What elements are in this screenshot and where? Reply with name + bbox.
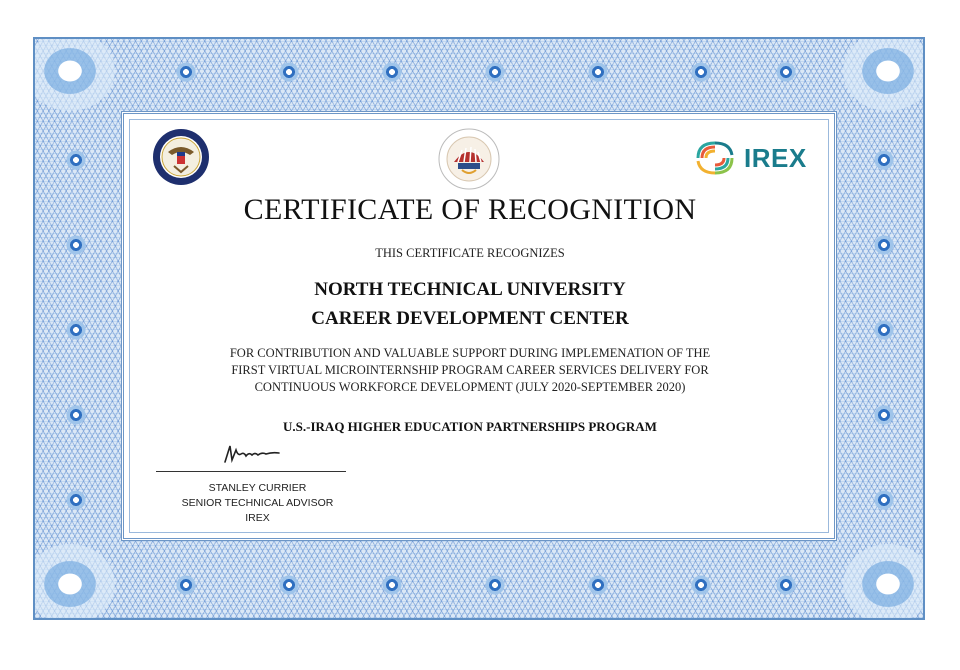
rosette-icon: [175, 61, 197, 83]
irex-logo-text: IREX: [744, 142, 807, 173]
corner-ornament-icon: [843, 37, 925, 111]
contribution-statement: [185, 345, 755, 396]
rosette-icon: [873, 489, 895, 511]
certificate-title: CERTIFICATE OF RECOGNITION: [243, 193, 697, 226]
rosette-icon: [587, 61, 609, 83]
signature-line: [156, 471, 346, 472]
rosette-icon: [381, 574, 403, 596]
handwritten-signature: [222, 440, 282, 466]
rosette-icon: [381, 61, 403, 83]
rosette-icon: [484, 574, 506, 596]
corner-ornament-icon: [33, 37, 115, 111]
rosette-icon: [65, 149, 87, 171]
irex-logo: [692, 135, 807, 181]
signer-role: SENIOR TECHNICAL ADVISOR: [181, 497, 334, 509]
signer-org: IREX: [245, 512, 270, 524]
us-embassy-seal-icon: [152, 128, 210, 186]
program-name: U.S.-IRAQ HIGHER EDUCATION PARTNERSHIPS PROGRAM: [283, 419, 657, 434]
rosette-icon: [65, 489, 87, 511]
rosette-icon: [587, 574, 609, 596]
rosette-icon: [484, 61, 506, 83]
ministry-higher-education-seal-icon: [438, 128, 500, 190]
recipient-line-2: CAREER DEVELOPMENT CENTER: [311, 308, 629, 329]
rosette-icon: [690, 574, 712, 596]
rosette-icon: [775, 61, 797, 83]
rosette-icon: [175, 574, 197, 596]
signer-block: [155, 481, 360, 526]
rosette-icon: [278, 61, 300, 83]
rosette-icon: [873, 149, 895, 171]
recipient-line-1: NORTH TECHNICAL UNIVERSITY: [314, 279, 626, 300]
rosette-icon: [690, 61, 712, 83]
contribution-line-2: FIRST VIRTUAL MICROINTERNSHIP PROGRAM CAREER SERVICES DELIVERY FOR: [231, 363, 709, 377]
signer-name: STANLEY CURRIER: [208, 482, 307, 494]
rosette-icon: [775, 574, 797, 596]
irex-mark-icon: [692, 135, 738, 181]
contribution-line-3: CONTINUOUS WORKFORCE DEVELOPMENT (JULY 2020-SEPTEMBER 2020): [254, 380, 686, 394]
recognizes-line: THIS CERTIFICATE RECOGNIZES: [375, 246, 565, 260]
corner-ornament-icon: [33, 544, 115, 620]
corner-ornament-icon: [843, 544, 925, 620]
rosette-icon: [278, 574, 300, 596]
contribution-line-1: FOR CONTRIBUTION AND VALUABLE SUPPORT DURING IMPLEMENATION OF THE: [229, 346, 711, 360]
